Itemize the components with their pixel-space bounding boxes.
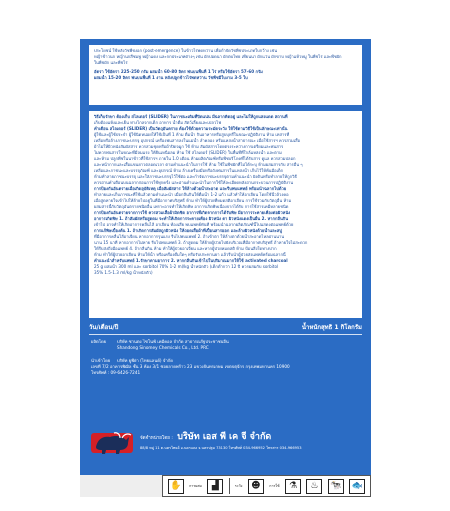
importer-phone: โทรศัพท์ : 09-6426-7241 (91, 370, 141, 375)
distributor-block (140, 429, 362, 451)
storage-line: เก็บต้องแห้งและเย็น ห่างไกลจากเด็ก อาหาร น้ำดื่ม สัตว์เลี้ยงและเปลวไฟ (94, 120, 222, 125)
protection-line: การป้องกันอันตรายจากการใช้ ควรสวมเสื้อผ้ามิดชิด อาการที่เกิดจากการได้รับพิษ มีอาการระคายเคืองต่อผิวหนัง (94, 210, 291, 215)
pictogram-strip (162, 475, 371, 497)
warning-line: ควรอ่านคำเตือนบนฉลากก่อนการใช้ทุกครั้ง และอ่านคำแนะนำในการใช้ให้ละเอียดหลังอ่านกระบวนการปฏิบัติงาน (94, 180, 294, 185)
instructions-box (89, 111, 362, 318)
no-livestock-icon: 🐄 (328, 479, 344, 494)
doctor-line: 35% 1.5-1.3 ml/kg น้ำหนักตัว) (94, 270, 153, 275)
distributor-name: บริษัท เอส พี เค จี จำกัด (177, 432, 272, 442)
doctor-line: คำแนะนำสำหรับแพทย์ 1.รักษาตามอาการ 2. หากกลืนกินเข้าไปในปริมาณมากให้ใช้ activated charcoal (94, 258, 288, 263)
pictogram-label-caution: ระวัง (234, 484, 243, 488)
pictogram-label-use: การใช้ (269, 484, 280, 488)
first-aid-line: นาน 15 นาที หากอาการไม่หาย รีบไปพบแพทย์ 3. ถ้าสูดดม ให้ย้ายผู้ป่วยไปยังบริเวณที่มีอากาศบริสุทธิ์ ถ้าหายใจไม่สะดวก (94, 240, 308, 245)
usage-box (89, 45, 362, 105)
symptom-line: เข้าไป อาจทำให้เกิดอาการคลื่นไส้ อาเจียน ท้องเสีย พบแพทย์ทันที พร้อมนำฉลากผลิตภัณฑ์นี้ไปแสดงต่อแพทย์ด้วย (94, 222, 294, 227)
date-label: วัน/เดือน/ปี (89, 324, 119, 331)
producer-block (91, 339, 362, 351)
no-fish-icon: 🐟 (349, 479, 365, 494)
importer-name: บริษัท ยูพีย่า (ไทยแลนด์) จำกัด (117, 358, 173, 363)
storage-line: วิธีเก็บรักษา ต้องเก็บ สไลเดอร์ (SLIDER) ในภาชนะเดิมที่ปิดแน่น มีฉลากติดอยู่ และไม่ให้ถูกแสงแดด สถานที่ (94, 114, 288, 119)
buffalo-logo (90, 425, 134, 459)
usage-line: ในพืชผัก และพืชไร่ (94, 60, 128, 65)
distributor-label: จัดจำหน่ายโดย : (140, 436, 173, 441)
producer-key: ผลิตโดย (91, 339, 107, 344)
date-weight-row (89, 322, 362, 332)
rate-line: อัตรา ใช้อัตรา 225-250 กรัม ผสมน้ำ 60-80 ลิตร พ่นบนพื้นที่ 1 ไร่ หรือใช้อัตรา 57-60 กรัม (94, 69, 263, 74)
warning-line: ผู้ใช้และผู้ใช้ประจำ ผู้ใช้นิดหน่อยให้ใช้เป็นที่ 1 ห้าม ดื่มน้ำ กินอาหารหรือสูบบุหรี่ในขณะปฏิบัติงาน ห้าม เทสารที่ (94, 132, 290, 137)
producer-name: บริษัท ซานตง ไซโนฟ์ เคมีคอล จำกัด สาธารณรัฐประชาชนจีน (117, 339, 229, 344)
usage-line: หญ้าข้าวนก หญ้านกสีชมพู หญ้าแดง และกกประเภทต่างๆ เช่น ผักปอดนา ผักตบไทย เทียนนา ผักแว่น ผักขาบ หญ้าแห้วหมู ในพืชไร่ และพืชผัก (94, 54, 342, 59)
symptom-line: อาการเกิดพิษ 1. ถ้าสัมผัสหรือสูดดม จะทำให้เกิดการระคายเคือง ผิวหนัง ตา ผิวหนังแดงเป็นผื่น 2. หากกลืนกิน (94, 216, 289, 221)
usage-line: ประโยชน์ ใช้หลังวัชพืชงอก (post-emergence) ในข้าวไร่พดหว่าน เพื่อกำจัดวัชพืชประเภทใบกว้าง เช่น (94, 48, 278, 53)
importer-address: เลขที่ 7/2 อาคารพิฒิล ชั้น 3 ห้อง 3/1 ซอยลาดพร้าว 23 แขวงจันทรเกษม เขตจตุจักร กรุงเทพมหานคร 10900 (91, 364, 290, 369)
safety-pictogram-bar (80, 475, 371, 497)
mask-icon: ☻ (248, 479, 264, 494)
first-aid-line: ห้าม ทำให้ผู้ป่วยอาเจียน ห้ามให้น้ำ หรือเครื่องดื่มใดๆ หรือรับประทานยา แล้วรีบนำผู้ป่วยส่งแพทย์พร้อมฉลากนี้ (94, 252, 286, 257)
first-aid-line: การแก้พิษเบื้องต้น 1. ถ้าเกิดการสัมผัสถูกผิวหนัง ให้ถอดเสื้อผ้าที่เปื้อนสารออก และล้างผิวหนังด้วยน้ำและสบู่ (94, 228, 282, 233)
warning-line: ไม่ควรพ่นสารในขณะที่มีลมแรง ให้ยืนเหนือลม ห้าม ใช้ สไลเดอร์ (SLIDER) ในพื้นที่ที่ใกล้แหล่งน้ำ และตาม (94, 150, 282, 155)
sprayer-icon: ⚗ (285, 479, 301, 494)
warning-line: การป้องกันอันตรายเมื่อเกิดอุบัติเหตุ เมื่อสัมผัสสาร ให้ล้างด้วยน้ำสะอาด และรีบพบแพทย์ พร้อมนำฉลากไปด้วย (94, 186, 287, 191)
warning-line: เหลือหรือล้างภาชนะบรรจุ อุปกรณ์ เครื่องพ่นสารลงในแม่น้ำ ลำคลอง หรือแหล่งน้ำสาธารณะ เมื่อใช้สารฯ ควรสวมเสื้อ (94, 138, 301, 143)
distributor-address: 88/8 หมู่ 11 ต.นครไทยอ้ อ.นครแดง จ.นครปฐม 73130 โทรศัพท์ 034-966952 โทรสาร 034-966953 (140, 446, 302, 450)
gloves-icon: ✋ (168, 479, 184, 494)
doctor-line: 25 g ผสมน้ำ 300 ml และ sorbitol 70% 1-2 ml/kg น้ำหนักตัว (เด็กต่ำกว่า 12 ปี ควรผสมกับ sorbitol (94, 264, 279, 269)
warning-line: ห้ามทำลายภาชนะบรรจุ และใส่ภาชนะบรรจุไว้ใช้ต่อ และกำจัดภาชนะบรรจุตามคำแนะนำ ฝังดินหรือทำลายให้ถูกวิธี (94, 174, 297, 179)
warning-line: คำเตือน สไลเดอร์ (SLIDER) เป็นวัตถุอันตราย ต้องใช้ด้วยความระมัดระวัง ให้ใช้ตามวิธีใช้เป็นลักษณะเท่านั้น (94, 126, 288, 131)
warning-line: ผสมสารนี้กับวัตถุอันตรายชนิดอื่น เพราะอาจทำให้เกิดพิษ อาการเกิดพิษเนื่องจากได้รับ การใช้สารเคมีหลายชนิด (94, 204, 289, 209)
pictogram-label-mix: การผสม (189, 484, 202, 488)
divider (89, 334, 362, 335)
importer-key: นำเข้าโดย (91, 358, 111, 363)
importer-block (91, 358, 362, 376)
rate-line: ผสมน้ำ 15-20 ลิตร พ่นบนพื้นที่ 1 งาน หลังปลูกข้าวไร่พดหว่าน วัชพืชมีใบงาม 3-5 ใบ (94, 75, 248, 80)
wash-icon: ♨ (306, 479, 322, 494)
warning-line: เหลือและภาชนะและบรรจุภัณฑ์ และอุปกรณ์ ห้าม ล้างเครื่องมือหรือถังพ่นสารในแหล่งน้ำ เก็บไว้ให้พ้นมือเด็ก (94, 168, 284, 173)
warning-line: ทำลายและเก็บภาชนะที่ใช้แล้วตามคำแนะนำ เมื่อกลืนกินให้ดื่มน้ำ 1-2 แก้ว แล้วทำให้อาเจียน โดยใช้นิ้วล้วงคอ (94, 192, 289, 197)
warning-line: เมื่อสูดหายใจเข้าไปให้ย้ายไปอยู่ในที่มีอากาศบริสุทธิ์ ห้าม ทำให้ผู้ป่วยที่หมดสติอาเจียน การใช้ร่วมกับวัตถุอื่น ห้าม (94, 198, 292, 203)
producer-name-en: Shandong Sinomey Chemicals Co., Ltd. PRC (117, 345, 209, 350)
first-aid-line: ที่มีอาการคลื่นไส้อาเจียน หากอาการรุนแรง รีบไปพบแพทย์ 2. ถ้าเข้าตา ให้ล้างตาด้วยน้ำสะอาดไหลผ่านนาน (94, 234, 285, 239)
warning-line: ผ้าไม่ให้ผิวหนังสัมผัสสาร ควรสวมชุดหรือผ้าปิดจมูก ใช้ ห้าม สัมผัสสารโดยตรงระหว่างการเตรียมและพ่นสาร (94, 144, 284, 149)
warning-line: และห้าม ปลูกพืชในนาข้าวที่ใช้สารฯ ภายใน 1.0 เดือน ห้ามผลิตภัณฑ์หรือพืชบริโภคที่ได้รับสาร ดูแล ควรสวมปลอก (94, 156, 296, 161)
pictogram-bar-blank (80, 475, 162, 497)
warning-line: และหน้ากากและเสื้อแขนยาวตลอดเวลา ตามคำแนะนำในการใช้ ห้าม ใช้ในพืชผักที่ไม่ได้ระบุ ห้ามผสมสารกับ สารอื่น ๆ (94, 162, 303, 167)
net-weight: น้ำหนักสุทธิ 1 กิโลกรัม (301, 324, 362, 331)
product-label (80, 39, 371, 475)
boots-icon: ▟ (207, 479, 223, 494)
first-aid-line: ให้รีบส่งถึงมือแพทย์ 4. ถ้ากลืนกิน ห้าม ทำให้ผู้ป่วยอาเจียน และหากผู้ป่วยหมดสติ ห้าม ป้อนสิ่งใดทางปาก (94, 246, 277, 251)
